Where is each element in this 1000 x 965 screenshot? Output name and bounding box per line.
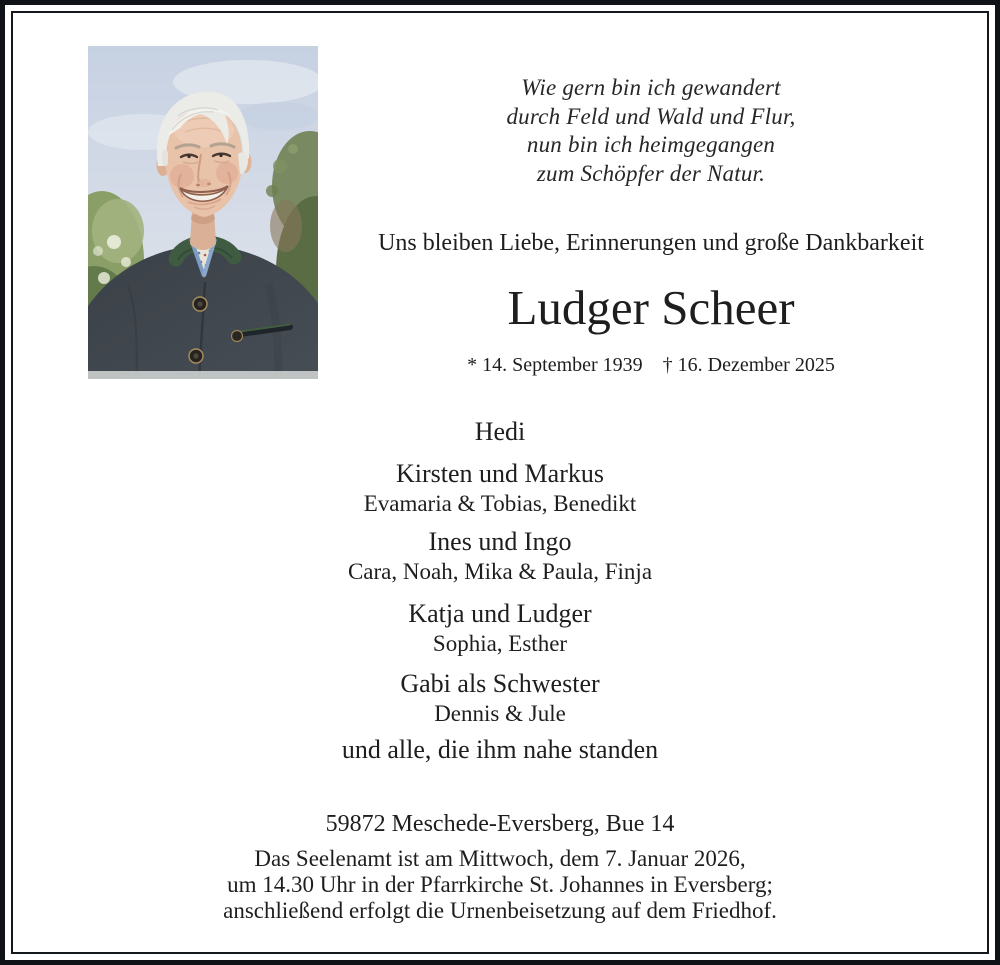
life-dates	[318, 352, 984, 378]
mourner-group	[14, 416, 986, 448]
deceased-name: Ludger Scheer	[507, 280, 795, 335]
service-line: Das Seelenamt ist am Mittwoch, dem 7. Januar 2026,	[254, 846, 746, 871]
mourner-main: Kirsten und Markus	[396, 459, 604, 488]
birth-date: * 14. September 1939	[467, 354, 643, 376]
mourner-group	[14, 598, 986, 658]
poem-line: durch Feld und Wald und Flur,	[506, 103, 796, 129]
mourner-main: und alle, die ihm nahe standen	[341, 735, 659, 764]
mourner-main: Gabi als Schwester	[400, 669, 600, 698]
address-line: 59872 Meschede-Eversberg, Bue 14	[325, 811, 675, 837]
right-column	[318, 74, 984, 378]
mourner-group	[14, 458, 986, 518]
service-line: anschließend erfolgt die Urnenbeisetzung auf dem Friedhof.	[223, 898, 777, 923]
death-date: † 16. Dezember 2025	[662, 354, 835, 376]
portrait-photo	[88, 46, 318, 379]
mourner-sub: Dennis & Jule	[434, 701, 566, 726]
service-info	[14, 846, 986, 924]
poem-line: Wie gern bin ich gewandert	[521, 75, 781, 100]
mourner-sub: Evamaria & Tobias, Benedikt	[363, 491, 637, 516]
portrait-illustration	[88, 46, 318, 379]
photo-bottom-strip	[88, 371, 318, 379]
mourner-sub: Cara, Noah, Mika & Paula, Finja	[347, 559, 653, 584]
center-column	[14, 408, 986, 924]
mourner-group	[14, 668, 986, 728]
mourner-sub: Sophia, Esther	[432, 631, 568, 656]
mourner-group	[14, 526, 986, 586]
mourner-main: Ines und Ingo	[428, 527, 572, 556]
mourner-main: Katja und Ludger	[408, 599, 592, 628]
intro-line: Uns bleiben Liebe, Erinnerungen und große Dankbarkeit	[378, 230, 924, 256]
service-line: um 14.30 Uhr in der Pfarrkirche St. Johannes in Eversberg;	[227, 872, 773, 897]
poem-line: zum Schöpfer der Natur.	[536, 160, 766, 186]
memorial-poem	[318, 74, 984, 188]
poem-line: nun bin ich heimgegangen	[526, 132, 776, 157]
mourner-group	[14, 734, 986, 766]
mourner-main: Hedi	[474, 417, 526, 446]
